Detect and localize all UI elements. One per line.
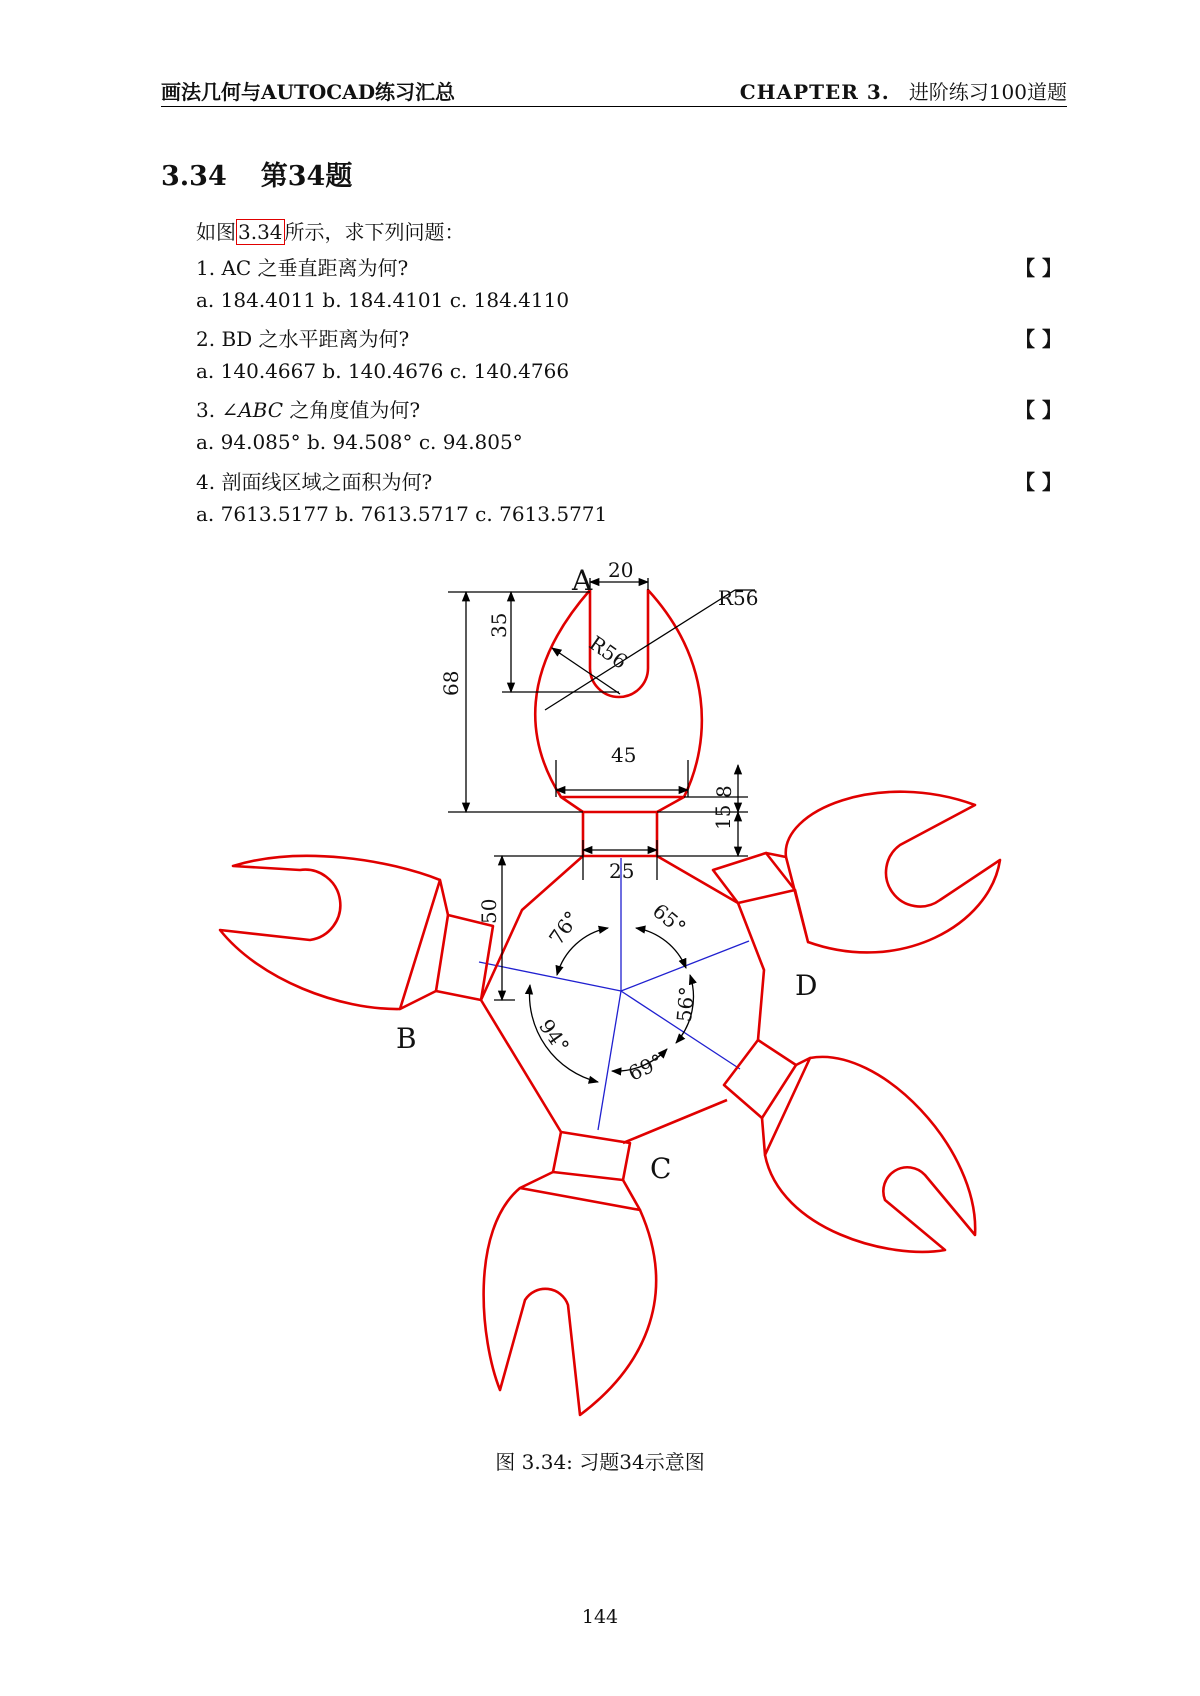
- answer-bracket: 【 】: [1015, 398, 1062, 422]
- options-4: a. 7613.5177 b. 7613.5717 c. 7613.5771: [196, 502, 608, 526]
- wrench-figure: [200, 555, 1020, 1425]
- question-text-post: 之角度值为何?: [283, 398, 421, 422]
- question-text-angle: ABC: [238, 398, 284, 422]
- dim-68: 68: [439, 670, 463, 696]
- dim-20: 20: [608, 558, 634, 582]
- question-text: 2. BD 之水平距离为何?: [196, 327, 410, 351]
- page-number: 144: [581, 1606, 619, 1628]
- section-heading: [161, 154, 352, 193]
- question-4: [196, 466, 1062, 495]
- dim-r56-inner: R56: [584, 630, 632, 674]
- angle-94: 94°: [534, 1014, 575, 1058]
- options-2: a. 140.4667 b. 140.4676 c. 140.4766: [196, 359, 570, 383]
- angle-65: 65°: [648, 898, 691, 940]
- question-1: [196, 252, 1062, 281]
- question-3: [196, 394, 1062, 423]
- page-header: [161, 74, 1067, 107]
- figure-caption: 图 3.34: 习题34示意图: [495, 1450, 705, 1474]
- dim-25: 25: [609, 859, 635, 883]
- section-title: 第34题: [260, 161, 353, 192]
- figure-reference-link[interactable]: 3.34: [238, 220, 283, 244]
- header-chapter-number: CHAPTER 3.: [739, 80, 890, 104]
- intro-prefix: 如图: [196, 220, 236, 244]
- wrench-outlines: [220, 590, 1000, 1415]
- construction-lines: [479, 858, 749, 1130]
- dim-50: 50: [477, 898, 501, 924]
- dim-r56-outer: R56: [718, 586, 759, 610]
- header-chapter: [740, 76, 1067, 105]
- intro-suffix: 所示，求下列问题：: [284, 220, 465, 244]
- angle-56: 56°: [671, 985, 699, 1024]
- intro-line: [196, 216, 1062, 245]
- dim-35: 35: [487, 612, 511, 638]
- header-book-title: 画法几何与AUTOCAD练习汇总: [161, 80, 456, 104]
- answer-bracket: 【 】: [1015, 470, 1062, 494]
- question-text: 4. 剖面线区域之面积为何?: [196, 470, 433, 494]
- dim-15: 15: [711, 804, 735, 830]
- question-text: 1. AC 之垂直距离为何?: [196, 256, 409, 280]
- point-b-label: B: [396, 1022, 417, 1055]
- question-text-pre: 3. ∠: [196, 398, 239, 422]
- dim-45: 45: [611, 743, 637, 767]
- dim-8: 8: [712, 785, 736, 798]
- angle-69: 69°: [624, 1048, 667, 1086]
- point-d-label: D: [795, 969, 818, 1002]
- angle-76: 76°: [544, 906, 585, 950]
- options-1: a. 184.4011 b. 184.4101 c. 184.4110: [196, 288, 570, 312]
- question-2: [196, 323, 1062, 352]
- answer-bracket: 【 】: [1015, 256, 1062, 280]
- point-a-label: A: [572, 564, 593, 597]
- answer-bracket: 【 】: [1015, 327, 1062, 351]
- header-chapter-title: 进阶练习100道题: [908, 80, 1067, 104]
- point-c-label: C: [650, 1152, 672, 1185]
- options-3: a. 94.085° b. 94.508° c. 94.805°: [196, 430, 523, 454]
- section-number: 3.34: [161, 161, 227, 192]
